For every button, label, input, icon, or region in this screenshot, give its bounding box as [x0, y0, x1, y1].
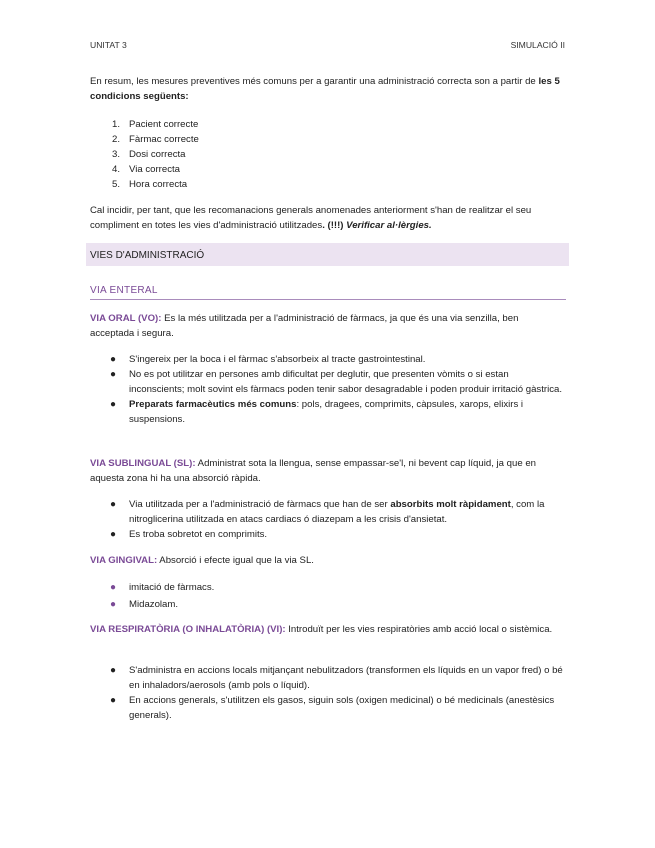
- via-sublingual-list: [90, 497, 565, 542]
- subsection-title: VIA ENTERAL: [90, 285, 158, 296]
- list-item: 3. Dosi correcta: [112, 149, 186, 160]
- list-item: ● En accions generals, s'utilitzen els gasos, siguin sols (oxigen medicinal) o bé medicinals (anestèsics generals).: [110, 695, 555, 721]
- list-item: ● Es troba sobretot en comprimits.: [110, 529, 268, 540]
- via-respiratoria-label: VIA RESPIRATÒRIA (O INHALATÒRIA) (VI):: [90, 624, 286, 635]
- subsection-divider: [90, 299, 566, 300]
- section-title: VIES D'ADMINISTRACIÓ: [90, 250, 205, 261]
- via-respiratoria-list: [90, 663, 565, 723]
- list-item: ● S'administra en accions locals mitjançant nebulitzadors (transformen els líquids en un vapor fred) o bé en inhaladors/aerosols (amb pols o líquid).: [110, 665, 563, 691]
- via-oral-paragraph: VIA ORAL (VO): Es la més utilitzada per a l'administració de fàrmacs, ja que és una via senzilla, ben acceptada i segura.: [90, 313, 519, 339]
- list-item: ● Preparats farmacèutics més comuns: pols, dragees, comprimits, càpsules, xarops, elixirs i suspensions.: [110, 399, 524, 425]
- allergy-warning: Verificar al·lèrgies.: [346, 220, 432, 231]
- via-oral-list: [90, 352, 565, 427]
- list-item: ● S'ingereix per la boca i el fàrmac s'absorbeix al tracte gastrointestinal.: [110, 354, 426, 365]
- header-unit: UNITAT 3: [90, 40, 127, 50]
- intro-bold: les 5 condicions següents:: [90, 76, 560, 102]
- list-item: ● Via utilitzada per a l'administració de fàrmacs que han de ser absorbits molt ràpidament, com la nitroglicerina utilitzada en atacs cardiacs ó diazepam a les crisis d'ansietat.: [110, 499, 545, 525]
- intro-paragraph: [90, 74, 565, 104]
- list-item: ● No es pot utilitzar en persones amb dificultat per deglutir, que presenten vòmits o si estan inconscients; molt sovint els fàrmacs poden tenir sabor desagradable i poden produir irritació gàstrica.: [110, 369, 563, 395]
- list-item: 4. Via correcta: [112, 164, 181, 175]
- via-gingival-label: VIA GINGIVAL:: [90, 555, 158, 566]
- via-gingival-paragraph: VIA GINGIVAL: Absorció i efecte igual que la via SL.: [90, 555, 314, 566]
- via-gingival-list: [90, 580, 565, 612]
- via-sublingual-label: VIA SUBLINGUAL (SL):: [90, 458, 196, 469]
- incidir-paragraph: Cal incidir, per tant, que les recomanacions generals anomenades anteriorment s'han de realitzar el seu compliment en totes les vies d'administració utilitzades. (!!!) Verificar al·lèrgies.: [90, 205, 532, 231]
- list-item: 2. Fàrmac correcte: [112, 134, 199, 145]
- via-respiratoria-paragraph: VIA RESPIRATÒRIA (O INHALATÒRIA) (VI): Introduït per les vies respiratòries amb acció local o sistèmica.: [90, 624, 553, 635]
- list-item: 5. Hora correcta: [112, 179, 188, 190]
- list-item: ● imitació de fàrmacs.: [110, 582, 215, 593]
- list-item: ● Midazolam.: [110, 599, 179, 610]
- header-title: SIMULACIÓ II: [510, 40, 565, 50]
- conditions-list: [90, 117, 565, 192]
- intro-text: En resum, les mesures preventives més comuns per a garantir una administració correcta son a partir de: [90, 76, 539, 87]
- via-oral-label: VIA ORAL (VO):: [90, 313, 162, 324]
- list-item: 1. Pacient correcte: [112, 119, 199, 130]
- via-sublingual-paragraph: VIA SUBLINGUAL (SL): Administrat sota la llengua, sense empassar-se'l, ni bevent cap líquid, ja que en aquesta zona hi ha una absorció ràpida.: [90, 458, 537, 484]
